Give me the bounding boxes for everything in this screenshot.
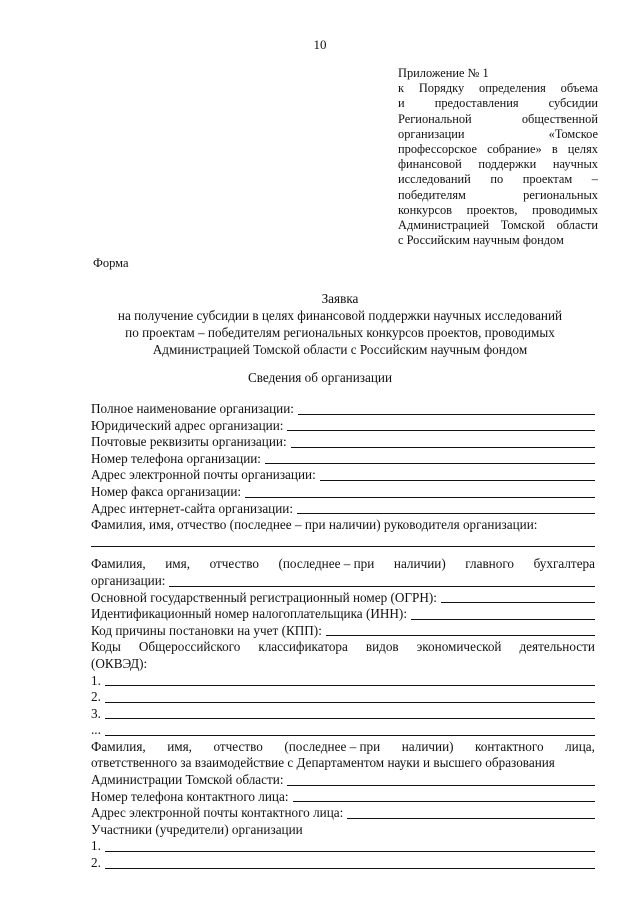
form-row-postal: Почтовые реквизиты организации:	[91, 434, 595, 451]
okved-item: 3.	[91, 706, 595, 723]
founder-2-field[interactable]	[105, 856, 595, 869]
founder-item: 1.	[91, 838, 595, 855]
appendix-line: победителям региональных	[398, 187, 598, 202]
phone-field[interactable]	[265, 451, 595, 464]
accountant-field[interactable]	[169, 574, 595, 587]
okved-item: ...	[91, 722, 595, 739]
okved-2-field[interactable]	[105, 690, 595, 703]
fax-field[interactable]	[245, 485, 595, 498]
title-line: Заявка	[321, 291, 359, 306]
head-fio-field[interactable]	[91, 534, 595, 547]
title-line: Администрацией Томской области с Российским научным фондом	[152, 342, 528, 357]
title-line: по проектам – победителям региональных конкурсов проектов, проводимых	[125, 325, 555, 340]
document-title	[60, 290, 620, 358]
contact-fio-field[interactable]	[287, 773, 595, 786]
organization-form	[91, 401, 595, 872]
form-row-legal-address: Юридический адрес организации:	[91, 418, 595, 435]
form-row-okved-abbr: (ОКВЭД):	[91, 655, 148, 671]
okved-item: 2.	[91, 689, 595, 706]
appendix-line: исследований по проектам –	[398, 172, 598, 187]
ogrn-field[interactable]	[441, 590, 595, 603]
appendix-line: и предоставления субсидии	[398, 96, 598, 111]
legal-address-field[interactable]	[287, 418, 595, 431]
appendix-block	[398, 66, 598, 248]
form-row-contact: Фамилия, имя, отчество (последнее – при наличии) контактного лица,	[91, 738, 595, 754]
form-row-head-fio: Фамилия, имя, отчество (последнее – при наличии) руководителя организации:	[91, 517, 538, 533]
appendix-line: организации «Томское	[398, 126, 598, 141]
founder-item: 2.	[91, 855, 595, 872]
founder-1-field[interactable]	[105, 839, 595, 852]
form-row-inn: Идентификационный номер налогоплательщика (ИНН):	[91, 606, 595, 623]
okved-3-field[interactable]	[105, 706, 595, 719]
form-row-contact-phone: Номер телефона контактного лица:	[91, 789, 595, 806]
appendix-line: финансовой поддержки научных	[398, 157, 598, 172]
form-row-okved: Коды Общероссийского классификатора видов экономической деятельности	[91, 639, 595, 655]
appendix-line: профессорское собрание» в целях	[398, 142, 598, 157]
okved-more-field[interactable]	[105, 723, 595, 736]
appendix-line: к Порядку определения объема	[398, 81, 598, 96]
kpp-field[interactable]	[326, 623, 595, 636]
form-row-contact-3: Администрации Томской области:	[91, 772, 595, 789]
form-row-kpp: Код причины постановки на учет (КПП):	[91, 623, 595, 640]
page-number: 10	[313, 37, 327, 52]
form-row-email: Адрес электронной почты организации:	[91, 467, 595, 484]
appendix-line: Приложение № 1	[398, 66, 489, 80]
form-row-phone: Номер телефона организации:	[91, 451, 595, 468]
inn-field[interactable]	[411, 607, 595, 620]
contact-phone-field[interactable]	[293, 789, 595, 802]
title-line: на получение субсидии в целях финансовой поддержки научных исследований	[117, 308, 563, 323]
contact-email-field[interactable]	[347, 806, 595, 819]
form-row-accountant: Фамилия, имя, отчество (последнее – при наличии) главного бухгалтера	[91, 556, 595, 572]
form-row-ogrn: Основной государственный регистрационный номер (ОГРН):	[91, 590, 595, 607]
appendix-line: Региональной общественной	[398, 111, 598, 126]
appendix-line: конкурсов проектов, проводимых	[398, 202, 598, 217]
forma-label: Форма	[93, 256, 129, 270]
form-row-contact-2: ответственного за взаимодействие с Департаментом науки и высшего образования	[91, 755, 555, 771]
form-row-website: Адрес интернет-сайта организации:	[91, 501, 595, 518]
form-row-accountant-org: организации:	[91, 573, 595, 590]
form-row-full-name: Полное наименование организации:	[91, 401, 595, 418]
form-row-head-fio-blank	[91, 534, 595, 551]
okved-item: 1.	[91, 673, 595, 690]
okved-1-field[interactable]	[105, 673, 595, 686]
website-field[interactable]	[297, 501, 595, 514]
form-row-founders: Участники (учредители) организации	[91, 821, 303, 837]
postal-field[interactable]	[291, 435, 595, 448]
section-title: Сведения об организации	[247, 370, 393, 385]
form-row-contact-email: Адрес электронной почты контактного лица:	[91, 805, 595, 822]
appendix-line: с Российским научным фондом	[398, 233, 564, 248]
appendix-line: Администрацией Томской области	[398, 218, 598, 233]
email-field[interactable]	[320, 468, 595, 481]
form-row-fax: Номер факса организации:	[91, 484, 595, 501]
full-name-field[interactable]	[298, 402, 595, 415]
